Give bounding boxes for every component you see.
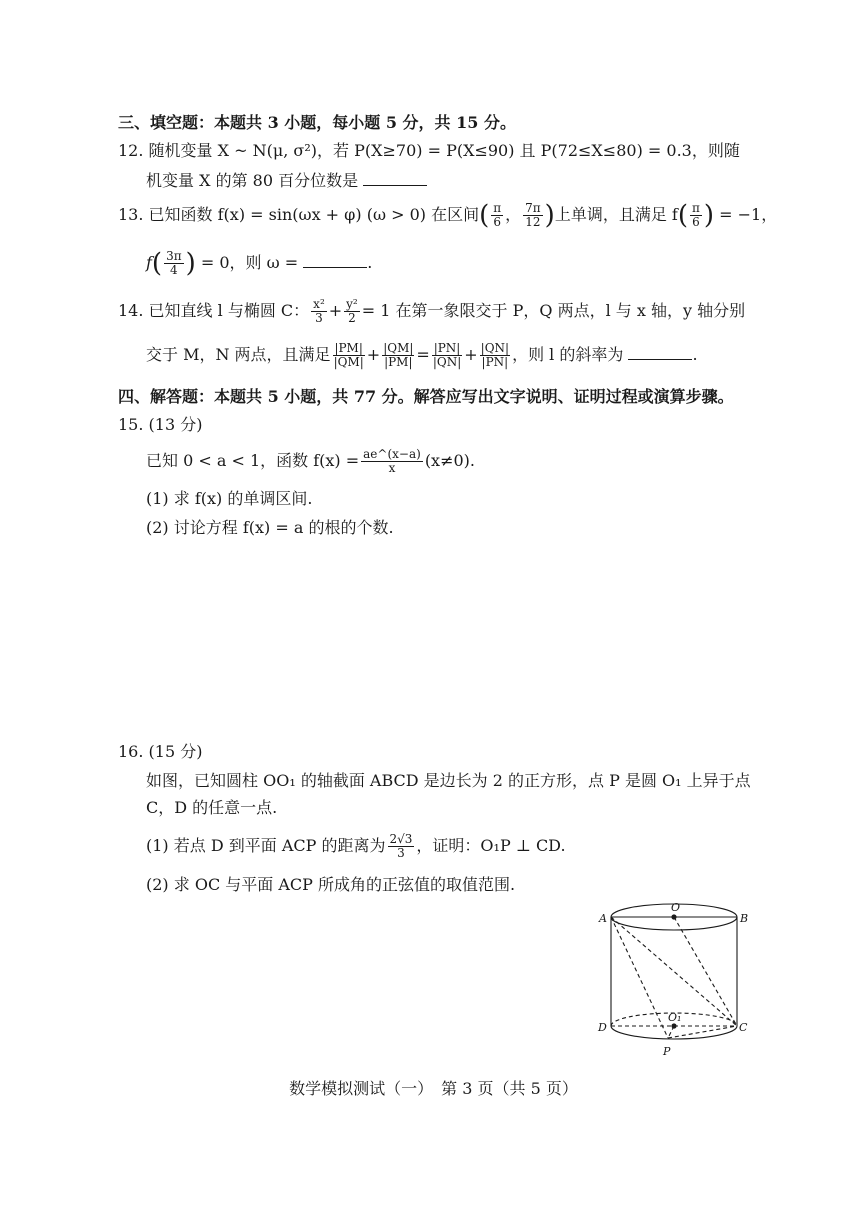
question-13-text-l2: = 0，则 ω =	[200, 253, 299, 272]
fraction-3pi-4: $\frac{3\pi}{4}$	[166, 249, 182, 277]
fraction-qm-pm: $\frac{|QM|}{|PM|}$	[383, 341, 414, 369]
point-o	[671, 914, 676, 919]
fraction-pn-qn: $\frac{|PN|}{|QN|}$	[432, 341, 462, 369]
label-p: P	[663, 1045, 671, 1058]
question-13-f: f	[146, 253, 152, 272]
question-13-line-2: f( $\frac{3\pi}{4}$ ) = 0，则 ω = .	[146, 248, 373, 279]
question-13-text-mid: 上单调，且满足 f	[554, 205, 678, 224]
question-16-part-2: (2) 求 OC 与平面 ACP 所成角的正弦值的取值范围.	[146, 875, 516, 894]
page-footer: 数学模拟测试（一） 第 3 页（共 5 页）	[289, 1079, 578, 1098]
fraction-ae-over-x: $\frac{ae\^{}(x-a)}{x}$	[363, 447, 421, 475]
question-12-line-2	[146, 170, 427, 192]
question-12-text-2: 机变量 X 的第 80 百分位数是	[146, 171, 359, 190]
question-12-answer-blank[interactable]	[363, 171, 427, 186]
question-14-line-1: 14. 已知直线 l 与椭圆 C： $\frac{\text{x²}}{3}$ + $\frac{\text{y²}}{2}$ = 1 在第一象限交于 P，Q 两点，l 与 x 轴，y 轴分别	[118, 297, 746, 325]
section-4-header: 四、解答题：本题共 5 小题，共 77 分。解答应写出文字说明、证明过程或演算步骤。	[118, 387, 734, 406]
question-13-line-1: 13. 已知函数 f(x) = sin(ωx + φ) (ω > 0) 在区间( $\frac{\pi}{6}$ ， $\frac{7\pi}{12}$ )上单调，且满足 f( $\frac{\pi}{6}$ ) = −1，	[118, 200, 778, 231]
question-15-score: (13 分)	[148, 415, 203, 434]
question-13-answer-blank[interactable]	[303, 253, 367, 268]
question-15-stem	[146, 448, 475, 475]
question-15-text-pre: 已知 0 < a < 1，函数 f(x) =	[146, 451, 360, 470]
question-15-text-post: (x≠0).	[424, 451, 475, 470]
question-16-header	[118, 741, 202, 763]
segment-ac	[611, 917, 737, 1026]
fraction-7pi-12: $\frac{7\pi}{12}$	[525, 201, 541, 229]
fraction-qn-pn: $\frac{|QN|}{|PN|}$	[480, 341, 510, 369]
fraction-y2-2: $\frac{\text{y²}}{2}$	[346, 297, 358, 325]
question-12-line-1	[118, 140, 740, 162]
cylinder-figure	[596, 898, 756, 1063]
question-14-text-pre: 已知直线 l 与椭圆 C：	[148, 301, 310, 320]
fraction-2sqrt3-3: $\frac{2√3}{3}$	[389, 832, 413, 860]
question-16-part-1-post: ，证明：O₁P ⊥ CD.	[416, 836, 566, 855]
question-13-number: 13.	[118, 205, 144, 224]
question-14-text-l2post: ，则 l 的斜率为	[512, 345, 624, 364]
fraction-pm-qm: $\frac{|PM|}{|QM|}$	[333, 341, 364, 369]
question-14-answer-blank[interactable]	[628, 345, 692, 360]
question-12-text-1: 随机变量 X ~ N(μ, σ²)，若 P(X≥70) = P(X≤90) 且 P(72≤X≤80) = 0.3，则随	[148, 141, 740, 160]
question-14-text-l2pre: 交于 M，N 两点，且满足	[146, 345, 331, 364]
section-3-header: 三、填空题：本题共 3 小题，每小题 5 分，共 15 分。	[118, 113, 516, 132]
label-a: A	[599, 912, 607, 925]
question-13-text-post: = −1，	[719, 205, 778, 224]
fraction-pi-6-b: $\frac{\pi}{6}$	[692, 201, 700, 229]
question-15-part-2: (2) 讨论方程 f(x) = a 的根的个数.	[146, 518, 394, 537]
question-15-part-1: (1) 求 f(x) 的单调区间.	[146, 489, 313, 508]
label-b: B	[740, 912, 749, 925]
question-14-number: 14.	[118, 301, 144, 320]
question-16-part-1	[146, 833, 566, 860]
question-15-header	[118, 414, 202, 436]
fraction-pi-6: $\frac{\pi}{6}$	[493, 201, 502, 229]
question-14-text-post: = 1 在第一象限交于 P，Q 两点，l 与 x 轴，y 轴分别	[361, 301, 746, 320]
question-16-score: (15 分)	[148, 742, 203, 761]
fraction-x2-3: $\frac{\text{x²}}{3}$	[313, 297, 325, 325]
question-12-number: 12.	[118, 141, 144, 160]
question-14-line-2: 交于 M，N 两点，且满足 $\frac{|PM|}{|QM|}$ + $\frac{|QM|}{|PM|}$ = $\frac{|PN|}{|QN|}$ + $\frac{|QN|}{|PN|}$ ，则 l 的斜率为 .	[146, 341, 698, 369]
question-16-line-2: C，D 的任意一点.	[146, 798, 278, 817]
question-16-line-1: 如图，已知圆柱 OO₁ 的轴截面 ABCD 是边长为 2 的正方形，点 P 是圆 O₁ 上异于点	[146, 771, 751, 790]
label-o: O	[671, 901, 681, 914]
point-o1	[671, 1023, 676, 1028]
question-13-text-pre: 已知函数 f(x) = sin(ωx + φ) (ω > 0) 在区间	[148, 205, 480, 224]
label-c: C	[739, 1021, 748, 1034]
segment-ap	[611, 917, 668, 1038]
segment-oc	[674, 917, 737, 1026]
question-16-number: 16.	[118, 742, 144, 761]
question-16-part-1-pre: (1) 若点 D 到平面 ACP 的距离为	[146, 836, 386, 855]
question-15-number: 15.	[118, 415, 144, 434]
segment-pc	[668, 1026, 737, 1038]
label-d: D	[598, 1021, 607, 1034]
label-o1: O₁	[668, 1011, 682, 1024]
